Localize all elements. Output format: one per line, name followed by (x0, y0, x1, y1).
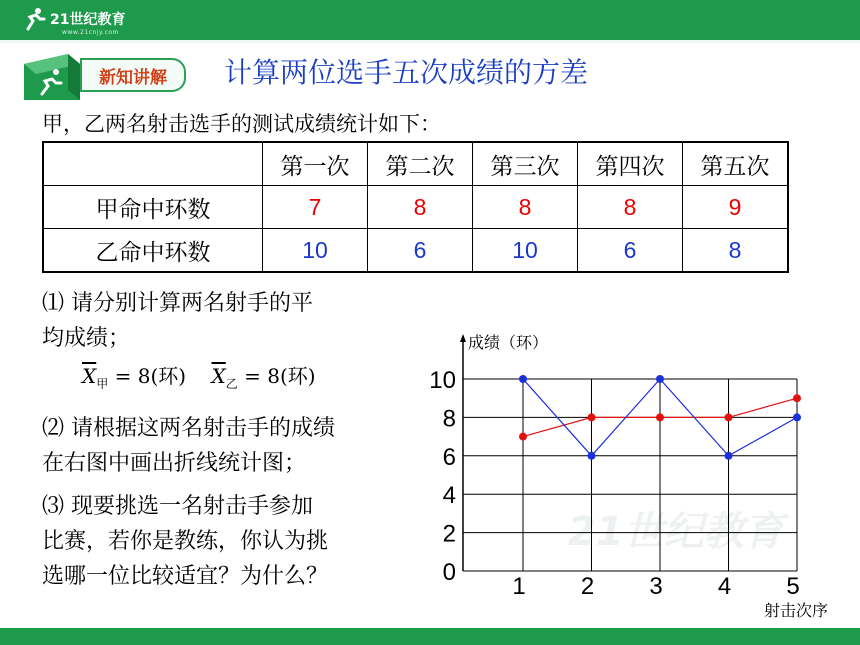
question-2-line-2: 在右图中画出折线统计图； (42, 451, 307, 476)
table-cell: 10 (473, 229, 578, 273)
column-header: 第二次 (368, 142, 473, 186)
table-cell: 10 (263, 229, 368, 273)
data-point (588, 413, 596, 421)
footer-bar (0, 628, 860, 645)
formula-rhs-jia: = 8(环) (114, 364, 187, 388)
data-point (519, 375, 527, 383)
data-point (793, 394, 801, 402)
question-3-line-3: 选哪一位比较适宜？为什么？ (42, 564, 329, 589)
data-point (725, 413, 733, 421)
y-axis-arrow (460, 334, 466, 342)
column-header: 第一次 (263, 142, 368, 186)
data-point (725, 452, 733, 460)
y-tick-label: 0 (442, 559, 456, 586)
formula-sub-jia: 甲 (96, 377, 109, 391)
question-2-line-1: ⑵ 请根据这两名射击手的成绩 (42, 416, 335, 441)
column-header: 第四次 (578, 142, 683, 186)
x-axis-label: 射击次序 (764, 601, 829, 620)
y-tick-label: 10 (429, 367, 456, 394)
data-point (588, 452, 596, 460)
formula-sub-yi: 乙 (225, 377, 238, 391)
table-cell: 8 (473, 186, 578, 229)
x-tick-label: 2 (580, 573, 595, 600)
y-tick-label: 4 (442, 482, 456, 510)
x-tick-label: 4 (717, 573, 732, 600)
y-tick-label: 2 (442, 520, 456, 548)
table-cell: 9 (683, 186, 789, 229)
question-1-line-2: 均成绩； (42, 326, 131, 351)
table-cell: 6 (368, 229, 473, 273)
table-cell: 8 (683, 229, 789, 273)
question-1-line-1: ⑴ 请分别计算两名射手的平 (42, 291, 313, 316)
question-3-line-1: ⑶ 现要挑选一名射击手参加 (42, 494, 313, 519)
x-tick-label: 5 (786, 573, 800, 600)
formula-x-jia: $\overline{X}$ (82, 364, 97, 388)
x-tick-label: 3 (649, 573, 663, 600)
table-cell: 8 (578, 186, 683, 229)
question-3-line-2: 比赛，若你是教练，你认为挑 (42, 529, 329, 554)
y-axis-label: 成绩（环） (468, 333, 549, 352)
row-label: 甲命中环数 (43, 186, 263, 229)
column-header: 第五次 (683, 142, 789, 186)
intro-text: 甲，乙两名射击选手的测试成绩统计如下： (42, 112, 441, 136)
page-title: 计算两位选手五次成绩的方差 (224, 56, 589, 89)
logo-text: 21世纪教育 (50, 12, 126, 28)
row-label: 乙命中环数 (43, 229, 263, 273)
data-point (519, 433, 527, 441)
data-point (793, 413, 801, 421)
data-point (656, 375, 664, 383)
y-tick-label: 8 (442, 405, 456, 433)
y-tick-label: 6 (442, 443, 456, 471)
formula-x-yi: $\overline{X}$ (211, 364, 226, 388)
column-header: 第三次 (473, 142, 578, 186)
watermark: 21世纪教育 (568, 509, 784, 555)
table-cell: 6 (578, 229, 683, 273)
table-cell: 7 (263, 186, 368, 229)
table-cell: 8 (368, 186, 473, 229)
x-tick-label: 1 (512, 573, 526, 600)
logo-url: www.21cnjy.com (62, 29, 119, 36)
data-point (656, 413, 664, 421)
formula-rhs-yi: = 8(环) (244, 364, 316, 388)
section-badge: 新知讲解 (80, 58, 186, 92)
